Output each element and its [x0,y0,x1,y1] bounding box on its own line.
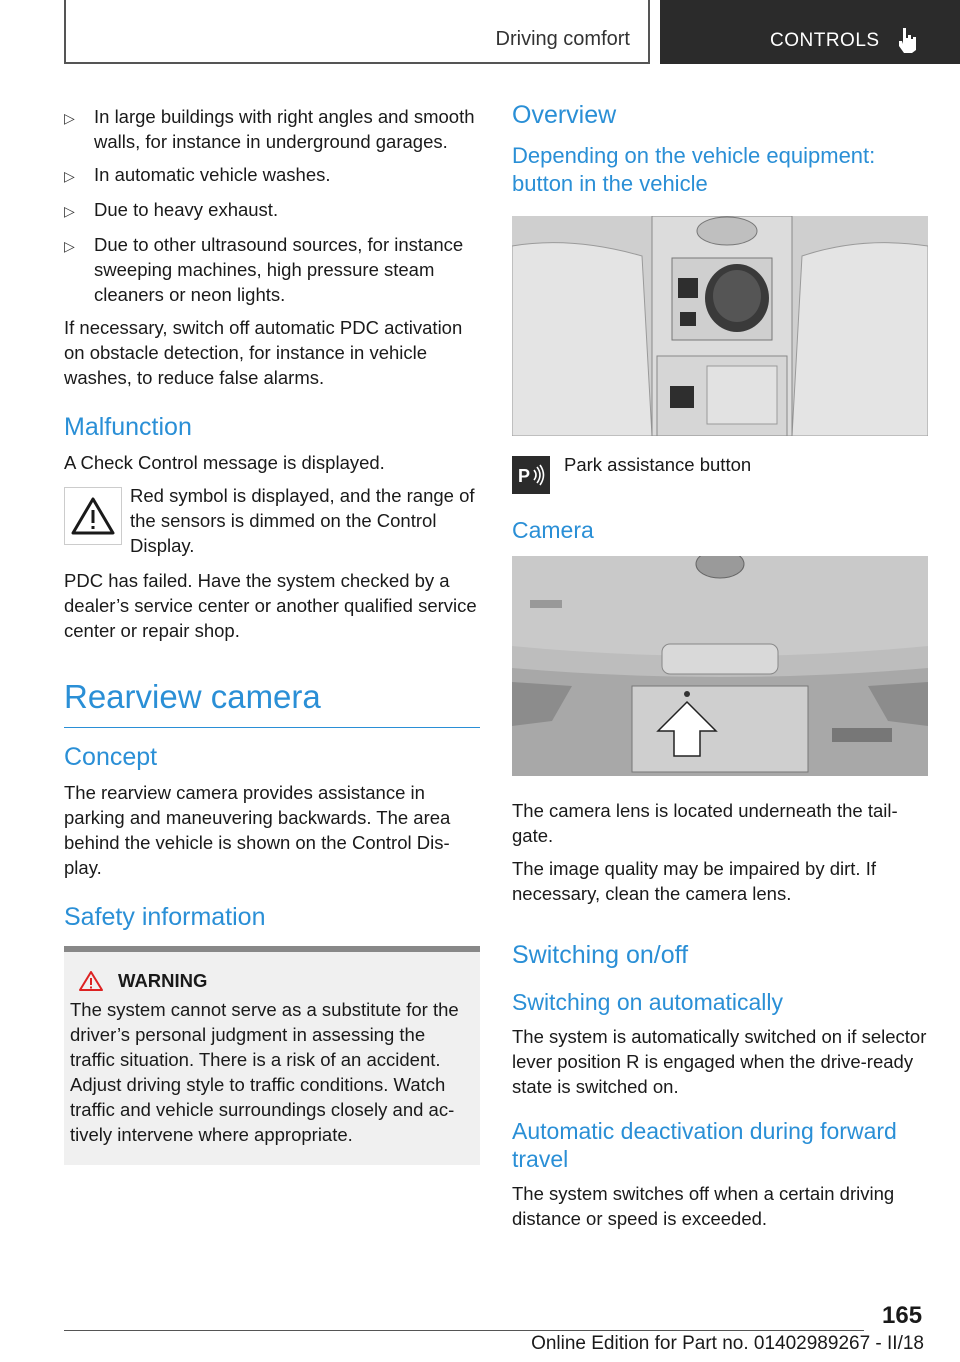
auto-off-heading: Automatic deactivation during forward travel [512,1118,897,1172]
footer-edition: Online Edition for Part no. 01402989267 - II/18 [531,1333,924,1354]
auto-on-text: The system is automatically switched on if selector lever position R is engaged when the drive-ready state is switched on. [512,1026,927,1097]
header-section-title: Driving comfort [495,28,630,50]
lens-location-text: The camera lens is located underneath the tailgate. [512,800,898,846]
pdc-paragraph: If necessary, switch off automatic PDC activation on obstacle detection, for instance in vehicle washes, to reduce false alarms. [64,317,463,388]
warning-text: The system cannot serve as a substitute for the driver’s personal judgment in assessing the traffic situation. There is a risk of an accident. Adjust driving style to traffic conditions. Watch traffic and vehicle surroundings closely and actively intervene where appropriate. [70,999,459,1145]
bullet-marker: ▷ [64,168,75,184]
list-item [64,104,480,154]
bullet-marker: ▷ [64,203,75,219]
warning-triangle-icon [64,487,122,545]
bullet-marker: ▷ [64,238,75,254]
warning-title-row [78,968,474,993]
bullet-text: Due to heavy exhaust. [94,199,279,220]
park-assistance-button-icon [512,456,550,494]
chapter-tab [660,0,960,64]
symbol-description: Red symbol is displayed, and the range of the sensors is dimmed on the Control Display. [130,485,475,556]
park-assist-row [512,452,928,494]
center-console-image [512,216,928,436]
overview-heading: Overview [512,101,617,129]
bullet-text: In large buildings with right angles and smooth walls, for instance in underground garages. [94,106,475,152]
heading-rule [64,727,480,728]
concept-text: The rearview camera provides assistance in parking and maneuvering backwards. The area behind the vehicle is shown on the Control Display. [64,782,451,878]
warning-icon [78,970,104,992]
auto-off-text: The system switches off when a certain driving distance or speed is exceeded. [512,1183,895,1229]
equipment-heading: Depending on the vehicle equipment: button in the vehicle [512,143,876,196]
list-item [64,197,480,224]
symbol-row [64,483,480,558]
warning-title: WARNING [118,970,208,991]
tailgate-camera-image [512,556,928,776]
left-column [64,104,480,1165]
park-assist-label: Park assistance button [564,454,752,475]
pdc-failed-text: PDC has failed. Have the system checked by a dealer’s service center or another qualified service center or repair shop. [64,570,477,641]
list-item [64,162,480,189]
pointing-hand-icon [896,26,918,54]
bullet-text: In automatic vehicle washes. [94,164,331,185]
bullet-marker: ▷ [64,110,75,126]
list-item [64,232,480,307]
right-column [512,100,928,1239]
page-number: 165 [882,1302,923,1329]
chapter-label: CONTROLS [770,30,880,51]
bullet-text: Due to other ultrasound sources, for instance sweeping machines, high pressure steam cleaners or neon lights. [94,234,464,305]
malfunction-text: A Check Control message is displayed. [64,452,385,473]
footer-rule [64,1330,864,1331]
auto-on-heading: Switching on automatically [512,989,784,1015]
svg-text:P: P [518,466,531,486]
warning-block [64,946,480,1165]
concept-heading: Concept [64,743,158,771]
switching-heading: Switching on/off [512,941,689,969]
image-quality-text: The image quality may be impaired by dirt. If necessary, clean the camera lens. [512,858,876,904]
safety-heading: Safety information [64,903,266,931]
rearview-heading: Rearview camera [64,678,321,715]
malfunction-heading: Malfunction [64,413,192,441]
camera-heading: Camera [512,517,594,543]
